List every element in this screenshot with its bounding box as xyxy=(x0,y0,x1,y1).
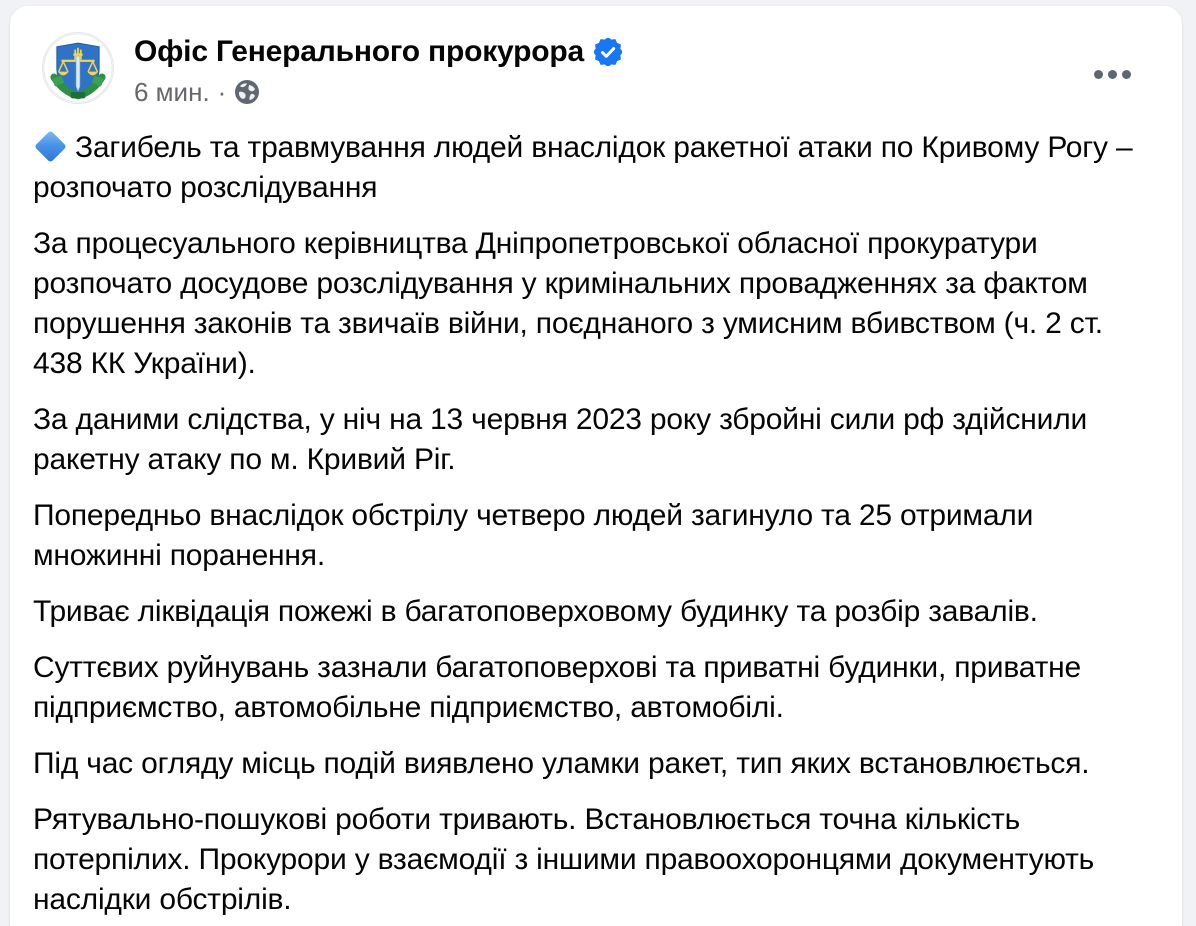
globe-public-icon xyxy=(234,79,260,105)
dot-icon xyxy=(1122,70,1131,79)
post-paragraph: Суттєвих руйнувань зазнали багатоповерхові та приватні будинки, приватне підприємство, автомобільне підприємство, автомобілі. xyxy=(33,651,1081,724)
post-paragraph: Рятувально-пошукові роботи тривають. Встановлюється точна кількість потерпілих. Прокурори у взаємодії з іншими правоохоронцями документують наслідки обстрілів. xyxy=(33,803,1095,916)
verified-badge-icon xyxy=(594,38,622,66)
meta-separator: · xyxy=(217,77,227,107)
header-text xyxy=(134,32,622,107)
dot-icon xyxy=(1094,70,1103,79)
post-paragraph: Попередньо внаслідок обстрілу четверо людей загинуло та 25 отримали множинні поранення. xyxy=(33,499,1034,572)
page-avatar[interactable] xyxy=(42,32,114,104)
more-options-button[interactable] xyxy=(1084,56,1140,92)
post-meta xyxy=(134,77,622,107)
post-paragraph: Під час огляду місць подій виявлено уламки ракет, тип яких встановлюється. xyxy=(33,747,1090,780)
post-lead-text: Загибель та травмування людей внаслідок ракетної атаки по Кривому Рогу – розпочато розслідування xyxy=(33,131,1133,204)
post-header xyxy=(10,6,1182,107)
prosecutor-general-emblem-icon xyxy=(43,33,113,103)
page-name[interactable]: Офіс Генерального прокурора xyxy=(134,35,584,68)
post-body xyxy=(10,128,1182,920)
dot-icon xyxy=(1108,70,1117,79)
post-paragraph: Триває ліквідація пожежі в багатоповерховому будинку та розбір завалів. xyxy=(33,595,1038,628)
post-lead-paragraph xyxy=(33,128,1152,208)
post-card xyxy=(10,6,1182,926)
blue-diamond-icon xyxy=(34,130,67,163)
post-paragraph: За процесуального керівництва Дніпропетровської обласної прокуратури розпочато досудове розслідування у кримінальних провадженнях за фактом порушення законів та звичаїв війни, поєднаного з умисним вбивством (ч. 2 ст. 438 КК України). xyxy=(33,227,1103,380)
timestamp[interactable]: 6 мин. xyxy=(134,77,210,107)
post-paragraph: За даними слідства, у ніч на 13 червня 2023 року збройні сили рф здійснили ракетну атаку по м. Кривий Ріг. xyxy=(33,403,1088,476)
